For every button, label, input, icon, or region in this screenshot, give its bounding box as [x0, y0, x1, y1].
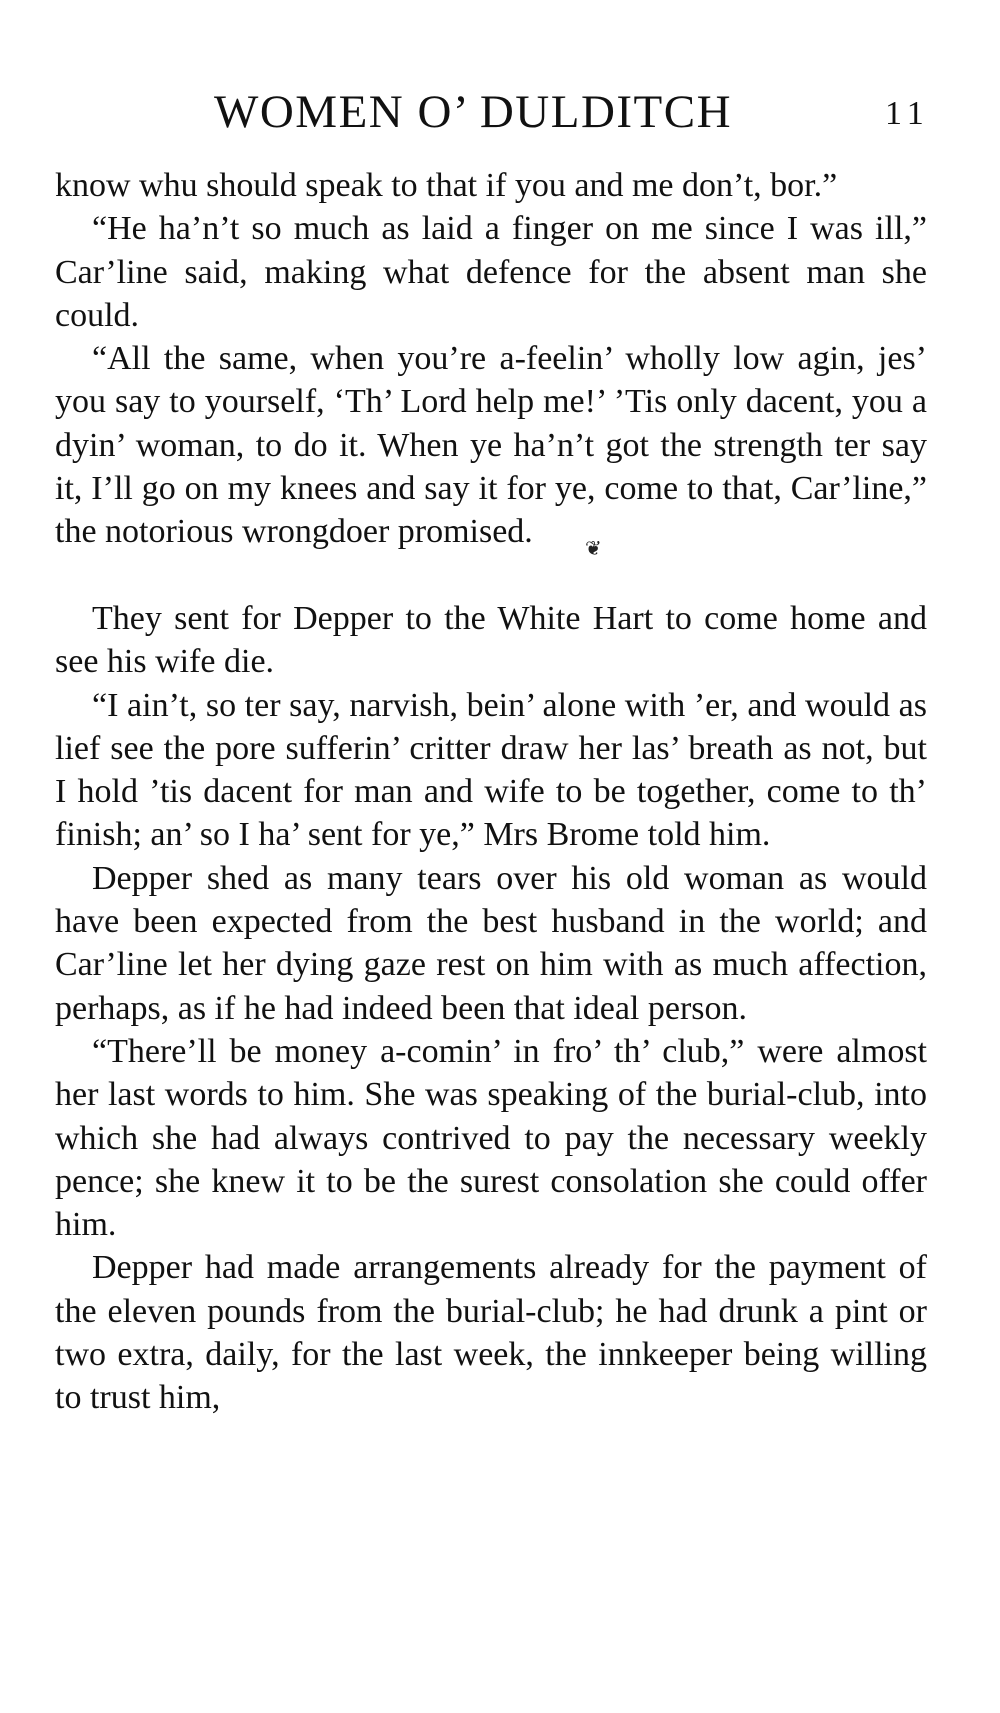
ornament-fleuron: ❦ — [585, 537, 602, 560]
paragraph: Depper shed as many tears over his old woman as would have been expected from the best husband in the world; and Car’line let her dying gaze rest on him with as much affection, perhaps, as if he had indeed been that ideal person. — [55, 859, 927, 1027]
body-text — [55, 164, 927, 1420]
paragraph: Depper had made arrangements already for the payment of the eleven pounds from the burial-club; he had drunk a pint or two extra, daily, for the last week, the innkeeper being willing to trust him, — [55, 1249, 927, 1417]
section-break — [55, 537, 927, 597]
paragraph: “I ain’t, so ter say, narvish, bein’ alone with ’er, and would as lief see the pore sufferin’ critter draw her las’ breath as not, but I hold ’tis dacent for man and wife to be together, come to th’ finish; an’ so I ha’ sent for ye,” Mrs Brome told him. — [55, 686, 927, 854]
paragraph: “He ha’n’t so much as laid a finger on me since I was ill,” Car’line said, making what defence for the absent man she could. — [55, 210, 927, 334]
paragraph: “There’ll be money a-comin’ in fro’ th’ club,” were almost her last words to him. She was speaking of the burial-club, into which she had always contrived to pay the necessary weekly pence; she knew it to be the surest consolation she could offer him. — [55, 1032, 927, 1244]
paragraph: “All the same, when you’re a-feelin’ wholly low agin, jes’ you say to yourself, ‘Th’ Lord help me!’ ’Tis only dacent, you a dyin’ woman, to do it. When ye ha’n’t got the strength ter say it, I’ll go on my knees and say it for ye, come to that, Car’line,” the notorious wrongdoer promised. — [55, 340, 927, 551]
paragraph: They sent for Depper to the White Hart to come home and see his wife die. — [55, 599, 927, 681]
paragraph-continued: know whu should speak to that if you and me don’t, bor.” — [55, 167, 838, 204]
running-header — [0, 82, 1000, 142]
page-number: 11 — [885, 95, 930, 132]
running-title: WOMEN O’ DULDITCH — [214, 86, 733, 138]
